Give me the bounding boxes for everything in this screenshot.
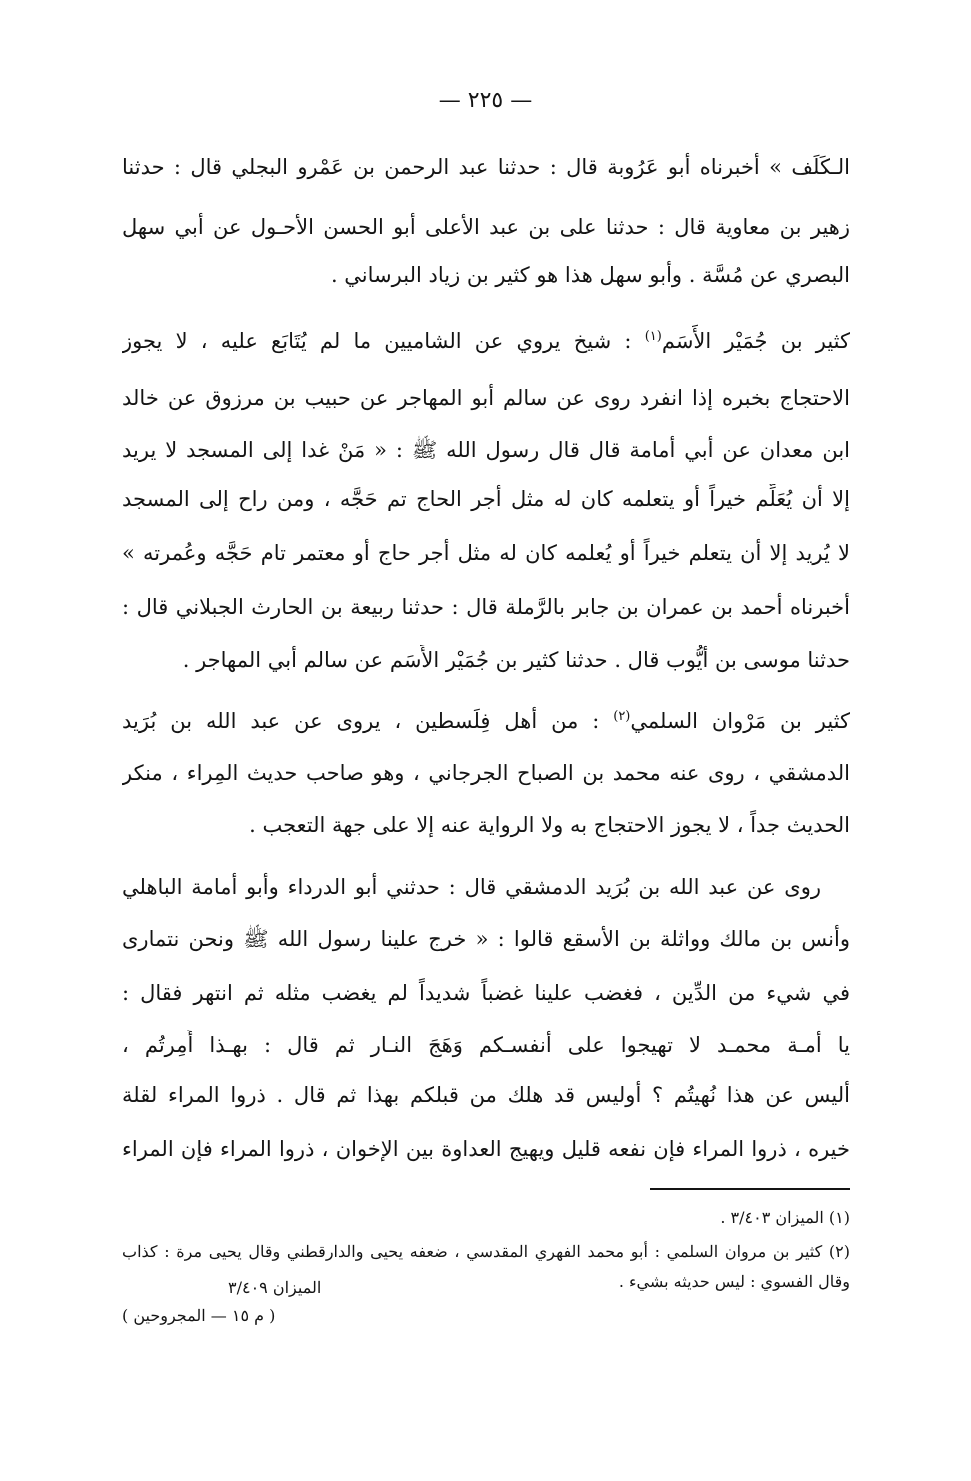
entry-name: كثير بن مَرْوان السلمي [630,709,850,734]
footnote-ref: (١) [644,329,662,344]
text-line: روى عن عبد الله بن بُرَيد الدمشقي قال : حدثني أبو الدرداء وأبو أمامة الباهلي [122,875,821,899]
entry-name: كثير بن جُمَيْر الأَسَم [662,329,850,354]
text-line: الحديث جداً ، لا يجوز الاحتجاج به ولا الرواية عنه إلا على جهة التعجب . [249,813,850,837]
footnote-2-line: وقال الفسوي : ليس حديثه بشيء . [618,1272,850,1291]
text-line: أخبرناه أحمد بن عمران بن جابر بالرَّملة قال : حدثنا ربيعة بن الحارث الجبلاني قال : [122,595,850,619]
footnote-2-reference: الميزان ٣/٤٠٩ [228,1278,322,1297]
page-number: — ٢٢٥ — [438,88,533,113]
footnote-1: (١) الميزان ٣/٤٠٣ . [720,1208,850,1227]
text-line: البصري عن مُسَّة . وأبو سهل هذا هو كثير بن زياد البرساني . [330,263,850,287]
text-line: الدمشقي ، روى عنه محمد بن الصباح الجرجاني ، وهو صاحب حديث المِراء ، منكر [122,761,850,785]
footnote-divider [650,1188,850,1190]
text-line: حدثنا موسى بن أيُّوب قال . حدثنا كثير بن جُمَيْر الأَسَم عن سالم أبي المهاجر . [182,648,850,672]
entry-heading-line [122,322,850,354]
footnote-ref: (٢) [613,709,631,724]
text-line: خيره ، ذروا المراء فإن نفعه قليل ويهيج العداوة بين الإخوان ، ذروا المراء فإن المراء [122,1137,850,1161]
text-line: إلا أن يُعَلِّم خيراً أو يتعلمه كان له مثل أجر الحاج تم حَجَّه ، ومن راح إلى المسجد [122,487,850,511]
text-line: وأنس بن مالك وواثلة بن الأسقع قالوا : « خرج علينا رسول الله ﷺ ونحن نتمارى [122,927,850,951]
text-line: لا يُريد إلا أن يتعلم خيراً أو يُعلمه كان له مثل أجر حاج أو معتمر تام حَجَّه وعُمرته » [122,541,850,565]
footnote-2-line: (٢) كثير بن مروان السلمي : أبو محمد الفهري المقدسي ، ضعفه يحيى والدارقطني وقال يحيى مرة : كذاب [122,1242,850,1261]
text-line: الـكَلَف » أخبرناه أبو عَرُوبة قال : حدثنا عبد الرحمن بن عَمْرو البجلي قال : حدثنا [122,155,850,179]
text-line: زهير بن معاوية قال : حدثنا على بن عبد الأعلى أبو الحسن الأحـول عن أبي سهل [122,215,850,239]
entry-heading-line [122,702,850,734]
text-line: أليس عن هذا نُهيتُم ؟ أوليس قد هلك من قبلكم بهذا ثم قال . ذروا المراء لقلة [122,1083,850,1107]
entry-description: : شيخ يروي عن الشاميين ما لم يُتَابَع عليه ، لا يجوز [122,329,645,353]
text-line: في شيء من الدِّين ، فغضب علينا غضباً شديداً لم يغضب مثله ثم انتهر فقال : [122,981,850,1005]
text-line: الاحتجاج بخبره إذا انفرد روى عن سالم أبو المهاجر عن حبيب بن مرزوق عن خالد [122,386,850,410]
entry-description: : من أهل فِلَسطين ، يروى عن عبد الله بن بُرَيد [122,709,614,733]
text-line: يا أمـة محمـد لا تهيجوا على أنفسـكم وَهَجَ النـار ثم قال : بهـذا أُمِرتُم ، [122,1033,850,1057]
text-line: ابن معدان عن أبي أمامة قال قال رسول الله ﷺ : « مَنْ غدا إلى المسجد لا يريد [122,438,850,462]
signature-mark: ( م ١٥ — المجروحين ) [122,1306,276,1325]
